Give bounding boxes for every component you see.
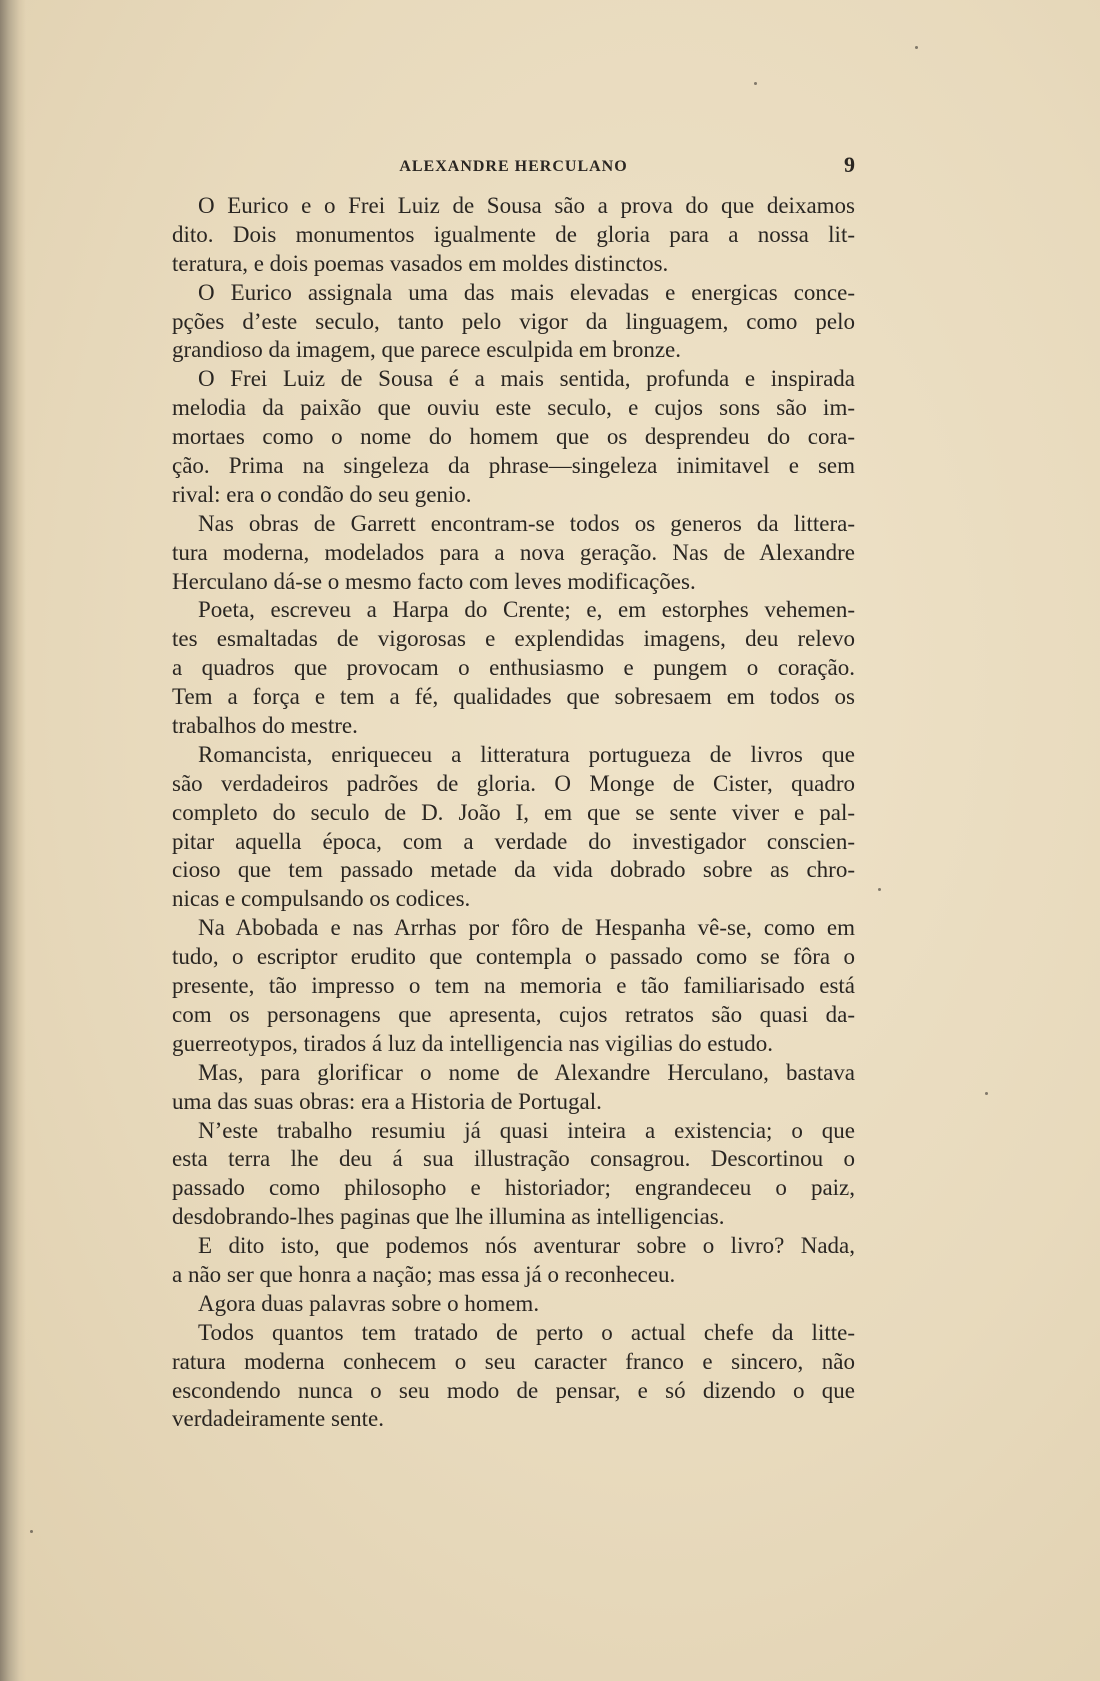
text-line: Na Abobada e nas Arrhas por fôro de Hespanha vê-se, como em	[198, 915, 855, 941]
text-line: esta terra lhe deu á sua illustração consagrou. Descortinou o	[172, 1146, 855, 1172]
text-line: ção. Prima na singeleza da phrase—singeleza inimitavel e sem	[172, 453, 855, 479]
text-line: Agora duas palavras sobre o homem.	[198, 1290, 540, 1316]
text-line: presente, tão impresso o tem na memoria e tão familiarisado está	[172, 973, 855, 999]
paper-speck	[985, 1092, 988, 1095]
text-line: E dito isto, que podemos nós aventurar sobre o livro? Nada,	[198, 1233, 855, 1259]
text-line: dito. Dois monumentos igualmente de gloria para a nossa lit-	[172, 221, 855, 247]
text-line: uma das suas obras: era a Historia de Portugal.	[172, 1088, 602, 1114]
text-line: a quadros que provocam o enthusiasmo e pungem o coração.	[172, 655, 855, 681]
text-line: Mas, para glorificar o nome de Alexandre Herculano, bastava	[198, 1059, 855, 1085]
text-line: Todos quantos tem tratado de perto o actual chefe da litte-	[198, 1319, 855, 1345]
paper-speck	[30, 1530, 33, 1533]
text-line: passado como philosopho e historiador; engrandeceu o paiz,	[172, 1175, 855, 1201]
text-line: com os personagens que apresenta, cujos retratos são quasi da-	[172, 1001, 855, 1027]
text-line: mortaes como o nome do homem que os desprendeu do cora-	[172, 424, 855, 450]
paper-speck	[754, 82, 757, 85]
text-line: melodia da paixão que ouviu este seculo, e cujos sons são im-	[172, 395, 855, 421]
text-line: ratura moderna conhecem o seu caracter franco e sincero, não	[172, 1348, 855, 1374]
text-line: O Eurico assignala uma das mais elevadas e energicas conce-	[198, 279, 855, 305]
text-line: completo do seculo de D. João I, em que se sente viver e pal-	[172, 799, 855, 825]
text-line: Poeta, escreveu a Harpa do Crente; e, em estorphes vehemen-	[198, 597, 855, 623]
text-line: O Frei Luiz de Sousa é a mais sentida, profunda e inspirada	[198, 366, 855, 392]
text-line: nicas e compulsando os codices.	[172, 886, 471, 912]
text-line: trabalhos do mestre.	[172, 713, 358, 739]
text-line: pções d’este seculo, tanto pelo vigor da linguagem, como pelo	[172, 308, 855, 334]
text-line: teratura, e dois poemas vasados em moldes distinctos.	[172, 250, 669, 276]
text-line: Nas obras de Garrett encontram-se todos os generos da littera-	[198, 510, 855, 536]
text-line: verdadeiramente sente.	[172, 1406, 384, 1432]
text-line: a não ser que honra a nação; mas essa já o reconheceu.	[172, 1261, 676, 1287]
text-line: rival: era o condão do seu genio.	[172, 481, 472, 507]
page-number: 9	[844, 152, 855, 177]
text-line: tes esmaltadas de vigorosas e explendidas imagens, deu relevo	[172, 626, 855, 652]
text-line: grandioso da imagem, que parece esculpida em bronze.	[172, 337, 681, 363]
running-title: ALEXANDRE HERCULANO	[399, 158, 628, 175]
text-line: cioso que tem passado metade da vida dobrado sobre as chro-	[172, 857, 855, 883]
paper-speck	[915, 46, 918, 49]
text-line: são verdadeiros padrões de gloria. O Monge de Cister, quadro	[172, 770, 855, 796]
text-line: pitar aquella época, com a verdade do investigador conscien-	[172, 828, 855, 854]
text-line: N’este trabalho resumiu já quasi inteira a existencia; o que	[198, 1117, 855, 1143]
text-line: Romancista, enriqueceu a litteratura portugueza de livros que	[198, 741, 855, 767]
page-header	[172, 152, 855, 178]
text-line: guerreotypos, tirados á luz da intelligencia nas vigilias do estudo.	[172, 1030, 774, 1056]
text-line: desdobrando-lhes paginas que lhe illumina as intelligencias.	[172, 1204, 725, 1230]
text-line: Tem a força e tem a fé, qualidades que sobresaem em todos os	[172, 684, 855, 710]
paper-speck	[878, 888, 881, 891]
text-line: Herculano dá-se o mesmo facto com leves modificações.	[172, 568, 696, 594]
body-text	[172, 192, 855, 1434]
page-binding-edge	[0, 0, 26, 1681]
text-line: tudo, o escriptor erudito que contempla o passado como se fôra o	[172, 944, 855, 970]
text-line: escondendo nunca o seu modo de pensar, e só dizendo o que	[172, 1377, 855, 1403]
text-line: O Eurico e o Frei Luiz de Sousa são a prova do que deixamos	[198, 193, 855, 218]
text-line: tura moderna, modelados para a nova geração. Nas de Alexandre	[172, 539, 855, 565]
